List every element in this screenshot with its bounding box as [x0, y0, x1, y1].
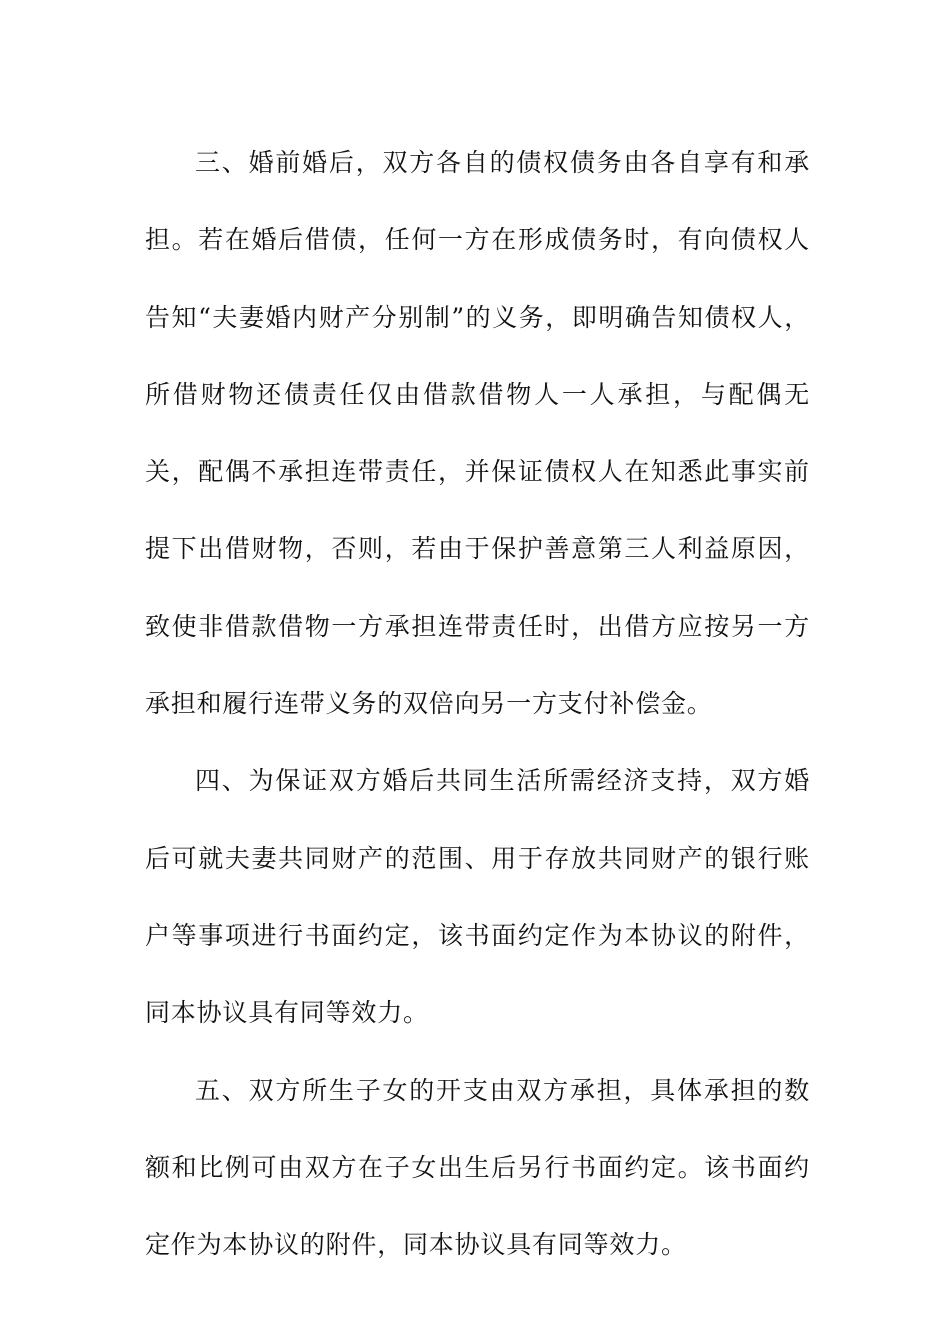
- paragraph-clause-5: 五、双方所生子女的开支由双方承担，具体承担的数额和比例可由双方在子女出生后另行书面约定。该书面约定作为本协议的附件，同本协议具有同等效力。: [145, 1075, 810, 1260]
- paragraph-clause-3: 三、婚前婚后，双方各自的债权债务由各自享有和承担。若在婚后借债，任何一方在形成债务时，有向债权人告知“夫妻婚内财产分别制”的义务，即明确告知债权人，所借财物还债责任仅由借款借物人一人承担，与配偶无关，配偶不承担连带责任，并保证债权人在知悉此事实前提下出借财物，否则，若由于保护善意第三人利益原因，致使非借款借物一方承担连带责任时，出借方应按另一方承担和履行连带义务的双倍向另一方支付补偿金。: [145, 148, 810, 719]
- paragraph-clause-4: 四、为保证双方婚后共同生活所需经济支持，双方婚后可就夫妻共同财产的范围、用于存放共同财产的银行账户等事项进行书面约定，该书面约定作为本协议的附件，同本协议具有同等效力。: [145, 766, 810, 1028]
- document-body: [145, 124, 810, 1283]
